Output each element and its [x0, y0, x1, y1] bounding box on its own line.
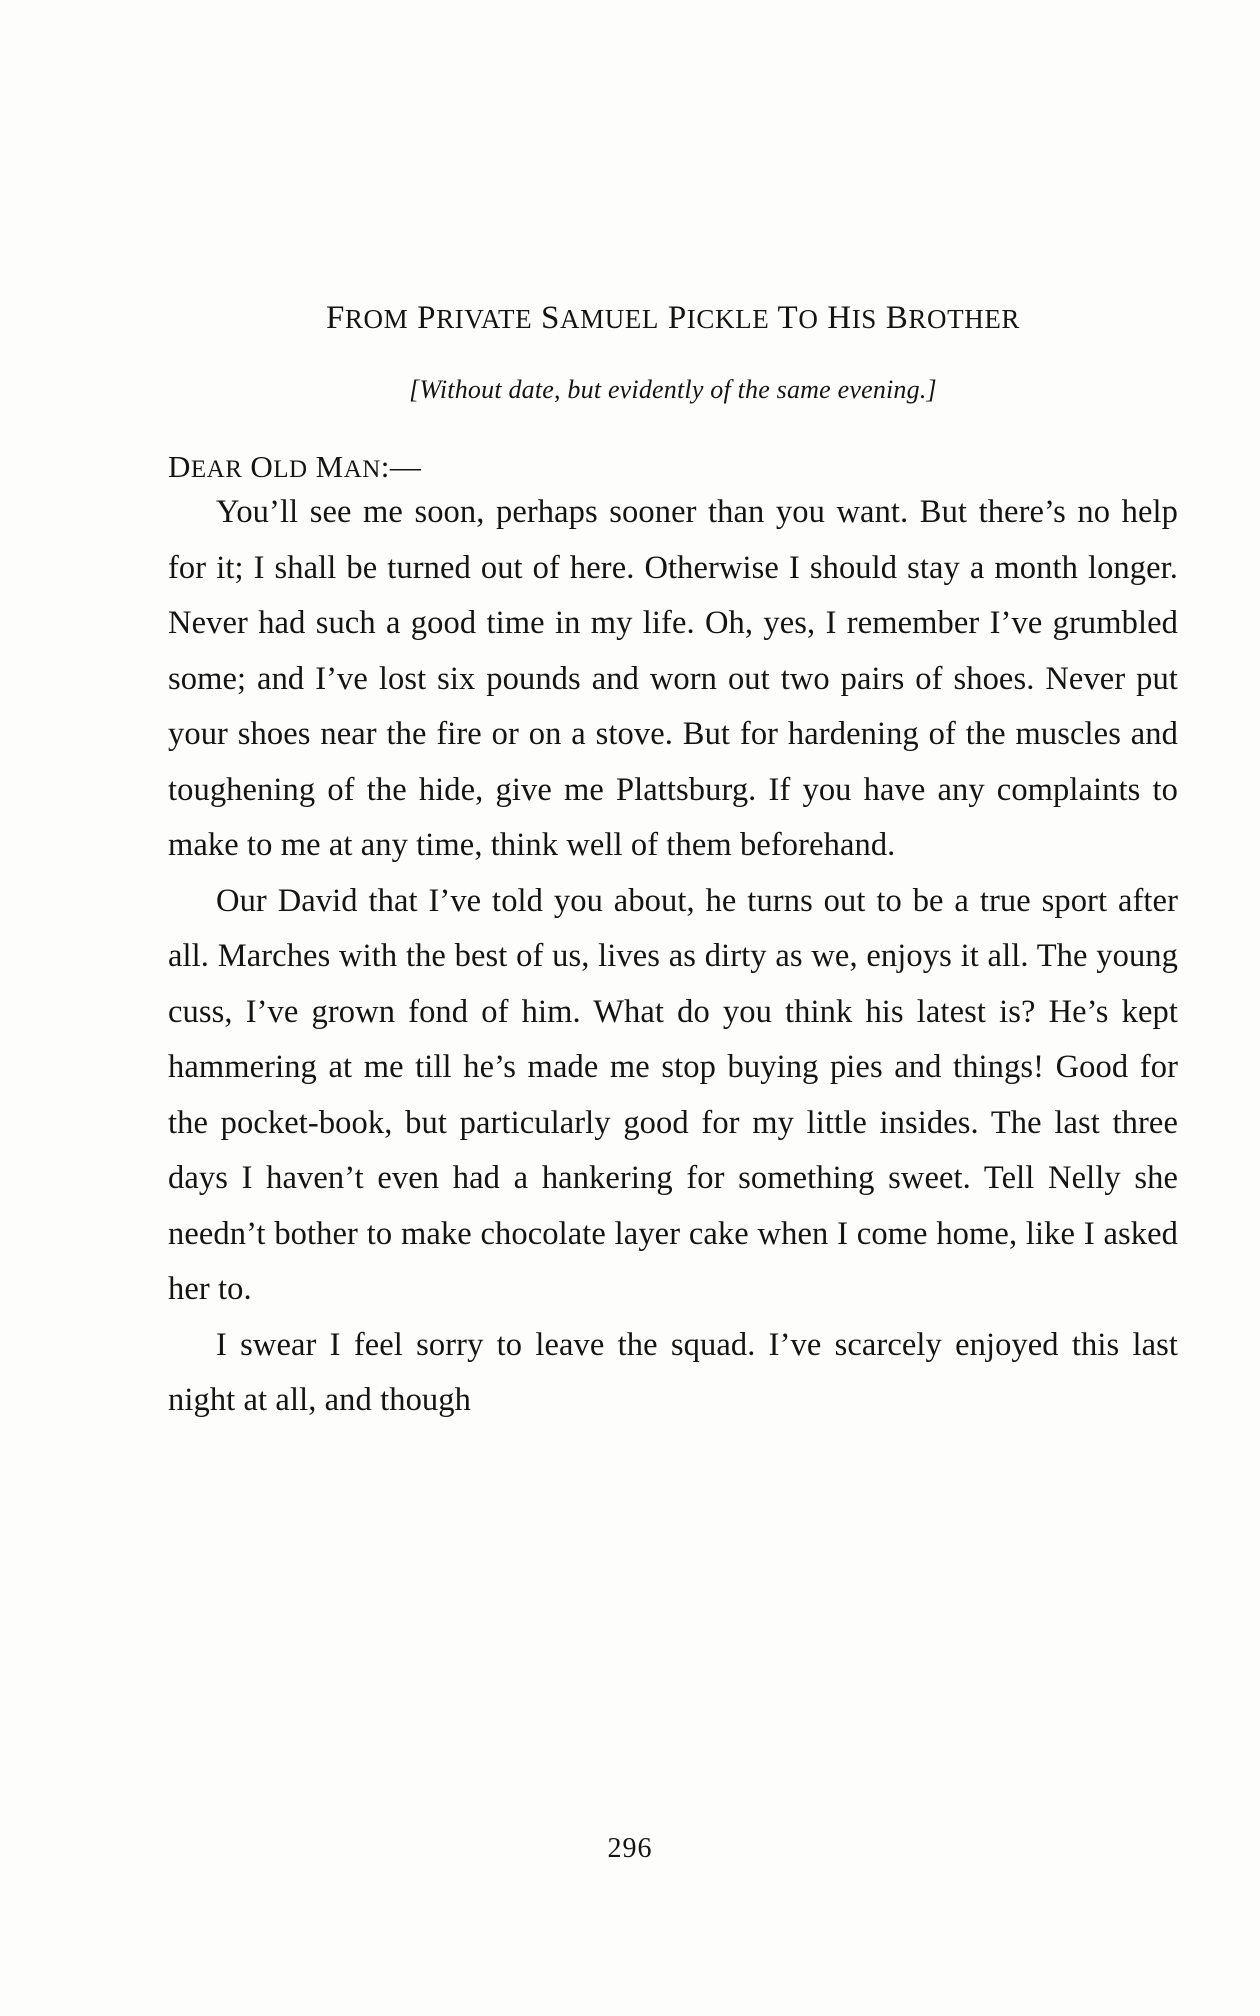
salutation-dear-rest: EAR [190, 456, 243, 483]
title-word-from-cap: F [325, 300, 345, 336]
title-word-his-cap: H [827, 300, 852, 336]
title-word-pickle-cap: P [667, 300, 687, 336]
salutation-man-cap: M [315, 449, 344, 484]
title-word-to-rest: O [798, 304, 819, 334]
title-word-samuel-rest: AMUEL [559, 304, 659, 334]
dateline: [Without date, but evidently of the same evening.] [409, 375, 937, 404]
title-word-his-rest: IS [851, 304, 877, 334]
title-word-pickle-rest: ICKLE [686, 304, 770, 334]
salutation-old-rest: LD [273, 456, 308, 483]
salutation [168, 449, 1178, 485]
salutation-old-cap: O [250, 449, 274, 484]
title-word-private-rest: RIVATE [436, 304, 533, 334]
salutation-man-rest: AN [343, 456, 381, 483]
title-word-brother-rest: ROTHER [908, 304, 1021, 334]
title-word-from-rest: ROM [344, 304, 409, 334]
page-content [168, 300, 1178, 1429]
title-word-to-cap: T [777, 300, 799, 336]
salutation-dear-cap: D [168, 449, 191, 484]
page-number: 296 [607, 1833, 653, 1864]
paragraph-3: I swear I feel sorry to leave the squad. I’ve scarcely enjoyed this last night at all, and though [168, 1326, 1178, 1418]
title-word-brother-cap: B [885, 300, 909, 336]
salutation-punctuation: :— [380, 449, 422, 484]
page-title [168, 300, 1178, 337]
paragraph-1: You’ll see me soon, perhaps sooner than you want. But there’s no help for it; I shall be turned out of here. Otherwise I should stay a month longer. Never had such a good time in my life. Oh, yes, I remember I’ve grumbled some; and I’ve lost six pounds and worn out two pairs of shoes. Never put your shoes near the fire or on a stove. But for hardening of the muscles and toughening of the hide, give me Plattsburg. If you have any complaints to make to me at any time, think well of them beforehand. [168, 494, 1178, 863]
paragraph-2: Our David that I’ve told you about, he turns out to be a true sport after all. Marches with the best of us, lives as dirty as we, enjoys it all. The young cuss, I’ve grown fond of him. What do you think his latest is? He’s kept hammering at me till he’s made me stop buying pies and things! Good for the pocket-book, but particularly good for my little insides. The last three days I haven’t even had a hankering for something sweet. Tell Nelly she needn’t bother to make chocolate layer cake when I come home, like I asked her to. [168, 882, 1178, 1307]
title-word-private-cap: P [417, 300, 437, 336]
title-word-samuel-cap: S [541, 300, 560, 336]
